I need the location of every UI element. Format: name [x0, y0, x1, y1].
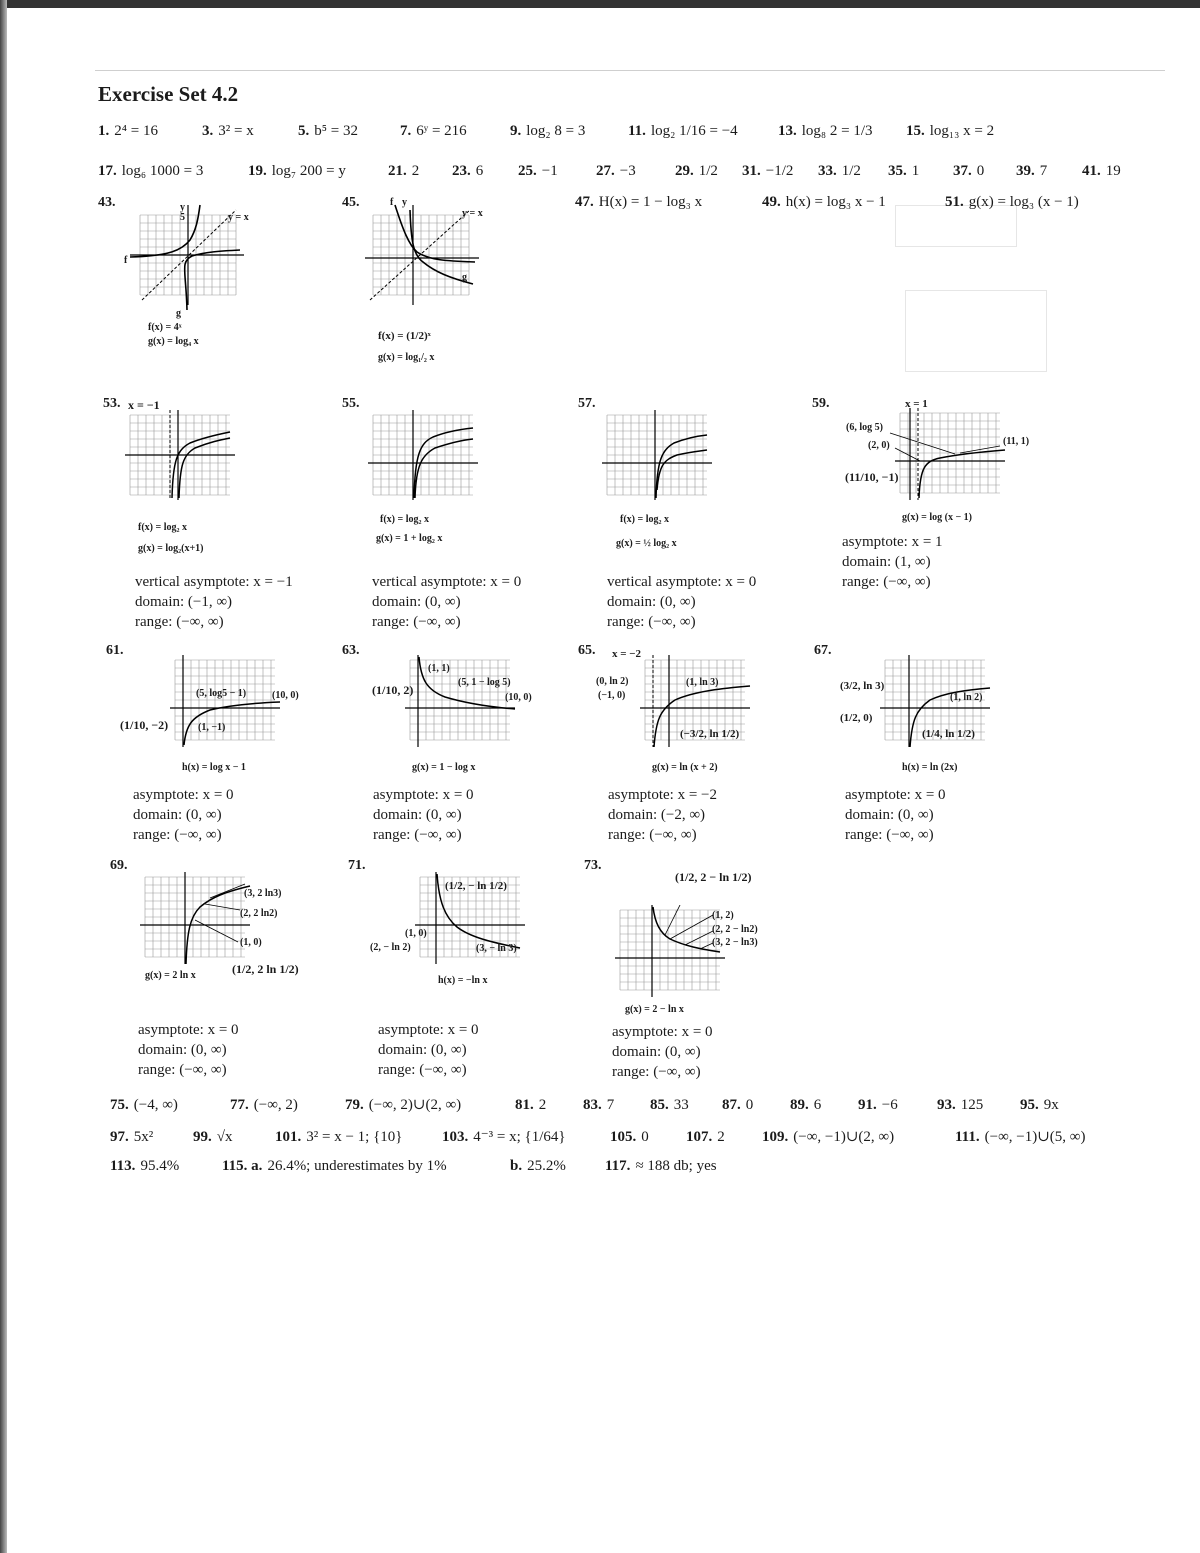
problem-number-69: 69. — [110, 858, 128, 873]
function-f: f(x) = log₂ x — [620, 514, 669, 525]
graph-71-info: asymptote: x = 0 domain: (0, ∞) range: (−∞, ∞) — [378, 1022, 479, 1078]
answer-51: 51. g(x) = log₃ (x − 1) — [945, 194, 1079, 210]
point-label: (10, 0) — [505, 692, 532, 703]
graph-53-info: vertical asymptote: x = −1 domain: (−1, ∞) range: (−∞, ∞) — [135, 574, 293, 630]
graph-67-info: asymptote: x = 0 domain: (0, ∞) range: (−∞, ∞) — [845, 787, 946, 843]
point-label: (1, −1) — [198, 722, 226, 733]
point-label: (−3/2, ln 1/2) — [680, 728, 740, 740]
answer-5: 5. b⁵ = 32 — [298, 123, 358, 139]
graph-61 — [170, 655, 285, 750]
graph-59 — [880, 408, 1020, 504]
answer-105: 105. 0 — [610, 1129, 649, 1145]
point-label: (1/2, 2 ln 1/2) — [232, 962, 299, 976]
problem-number-45: 45. — [342, 195, 360, 210]
point-label: (3, 2 − ln3) — [712, 937, 758, 948]
asymptote-label: x = 1 — [905, 398, 928, 410]
answer-17: 17. log₆ 1000 = 3 — [98, 163, 204, 179]
problem-number-55: 55. — [342, 396, 360, 411]
asymptote-label: x = −2 — [612, 648, 642, 660]
point-label: (3, − ln 3) — [476, 943, 517, 954]
point-label: (1, ln 2) — [950, 692, 983, 703]
answer-95: 95. 9x — [1020, 1097, 1059, 1113]
answer-107: 107. 2 — [686, 1129, 725, 1145]
answer-19: 19. log₇ 200 = y — [248, 163, 346, 179]
problem-number-65: 65. — [578, 643, 596, 658]
point-label: (3, 2 ln3) — [244, 888, 282, 899]
curve-f — [656, 435, 707, 498]
function-g: g(x) = log (x − 1) — [902, 512, 972, 523]
answer-7: 7. 6ʸ = 216 — [400, 123, 467, 139]
graph-53 — [125, 410, 240, 500]
bleed-through-box — [905, 290, 1047, 372]
curve-label-g: g — [176, 308, 181, 319]
answer-79: 79. (−∞, 2)∪(2, ∞) — [345, 1097, 462, 1113]
problem-number-71: 71. — [348, 858, 366, 873]
answer-89: 89. 6 — [790, 1097, 822, 1113]
point-label: (1/10, 2) — [372, 683, 414, 697]
point-label: (2, 0) — [868, 440, 890, 451]
point-label: (−1, 0) — [598, 690, 626, 701]
problem-number-73: 73. — [584, 858, 602, 873]
function-g: g(x) = ½ log₂ x — [616, 538, 677, 549]
function-g: g(x) = 1 + log₂ x — [376, 533, 443, 544]
problem-number-57: 57. — [578, 396, 596, 411]
point-label: (5, 1 − log 5) — [458, 677, 511, 688]
bleed-through-box — [895, 205, 1017, 247]
asymptote-label: x = −1 — [128, 398, 160, 412]
function-g: g(x) = log₂(x+1) — [138, 543, 204, 554]
answer-33: 33. 1/2 — [818, 163, 861, 179]
problem-number-59: 59. — [812, 396, 830, 411]
answer-103: 103. 4⁻³ = x; {1/64} — [442, 1129, 566, 1145]
answer-39: 39. 7 — [1016, 163, 1048, 179]
function-h: h(x) = ln (2x) — [902, 762, 958, 773]
graph-63-info: asymptote: x = 0 domain: (0, ∞) range: (−∞, ∞) — [373, 787, 474, 843]
function-f: f(x) = (1/2)ˣ — [378, 330, 431, 342]
point-label: (1/2, 0) — [840, 712, 873, 724]
answer-81: 81. 2 — [515, 1097, 547, 1113]
page-title: Exercise Set 4.2 — [98, 82, 239, 106]
answer-15: 15. log₁₃ x = 2 — [906, 123, 995, 139]
scan-left-edge — [0, 0, 7, 1553]
graph-55 — [368, 410, 483, 500]
answer-31: 31. −1/2 — [742, 163, 794, 179]
answer-93: 93. 125 — [937, 1097, 984, 1113]
answer-11: 11. log₂ 1/16 = −4 — [628, 123, 738, 139]
answer-87: 87. 0 — [722, 1097, 754, 1113]
curve-g — [657, 450, 707, 490]
curve-label-f: f — [124, 255, 128, 266]
function-g: g(x) = log₁/₂ x — [378, 352, 435, 363]
graph-73-info: asymptote: x = 0 domain: (0, ∞) range: (−∞, ∞) — [612, 1024, 713, 1080]
answer-115b: b. 25.2% — [510, 1158, 566, 1174]
curve-g — [172, 432, 230, 498]
point-label: (1, 2) — [712, 910, 734, 921]
point-label: (3/2, ln 3) — [840, 680, 885, 692]
point-label: (2, 2 ln2) — [240, 908, 278, 919]
scan-top-edge — [0, 0, 1200, 8]
function-h: h(x) = log x − 1 — [182, 762, 246, 773]
point-label: (1, 0) — [240, 937, 262, 948]
answer-117: 117. ≈ 188 db; yes — [605, 1158, 717, 1174]
graph-69 — [140, 872, 255, 967]
curve-g — [185, 250, 240, 310]
function-f: f(x) = log₂ x — [380, 514, 429, 525]
function-f: f(x) = log₂ x — [138, 522, 187, 533]
answer-47: 47. H(x) = 1 − log₃ x — [575, 194, 703, 210]
point-label: (1/2, 2 − ln 1/2) — [675, 870, 752, 884]
problem-number-61: 61. — [106, 643, 124, 658]
answer-83: 83. 7 — [583, 1097, 615, 1113]
function-g: g(x) = 2 ln x — [145, 970, 196, 981]
answer-21: 21. 2 — [388, 163, 420, 179]
graph-69-info: asymptote: x = 0 domain: (0, ∞) range: (−∞, ∞) — [138, 1022, 239, 1078]
answer-77: 77. (−∞, 2) — [230, 1097, 298, 1113]
answer-115a: 115. a. 26.4%; underestimates by 1% — [222, 1158, 447, 1174]
answer-113: 113. 95.4% — [110, 1158, 180, 1174]
graph-65-info: asymptote: x = −2 domain: (−2, ∞) range: (−∞, ∞) — [608, 787, 717, 843]
problem-number-67: 67. — [814, 643, 832, 658]
point-label: (5, log5 − 1) — [196, 688, 247, 699]
graph-59-info: asymptote: x = 1 domain: (1, ∞) range: (−∞, ∞) — [842, 534, 943, 590]
point-label: (1/4, ln 1/2) — [922, 728, 975, 740]
answer-75: 75. (−4, ∞) — [110, 1097, 178, 1113]
point-label: (1, 1) — [428, 663, 450, 674]
answer-41: 41. 19 — [1082, 163, 1121, 179]
answer-27: 27. −3 — [596, 163, 636, 179]
answer-49: 49. h(x) = log₃ x − 1 — [762, 194, 886, 210]
answer-101: 101. 3² = x − 1; {10} — [275, 1129, 403, 1145]
answer-111: 111. (−∞, −1)∪(5, ∞) — [955, 1129, 1086, 1145]
answer-1: 1. 2⁴ = 16 — [98, 123, 158, 139]
point-label: (1, 0) — [405, 928, 427, 939]
function-g: g(x) = 2 − ln x — [625, 1004, 684, 1015]
answer-109: 109. (−∞, −1)∪(2, ∞) — [762, 1129, 895, 1145]
graph-61-info: asymptote: x = 0 domain: (0, ∞) range: (−∞, ∞) — [133, 787, 234, 843]
answer-25: 25. −1 — [518, 163, 558, 179]
point-label: (2, − ln 2) — [370, 942, 411, 953]
curve-f — [415, 439, 473, 498]
point-label: (2, 2 − ln2) — [712, 924, 758, 935]
header-rule — [95, 70, 1165, 71]
answer-23: 23. 6 — [452, 163, 484, 179]
point-label: (1/2, − ln 1/2) — [445, 880, 507, 892]
tick-label: 5 — [180, 212, 185, 223]
answer-3: 3. 3² = x — [202, 123, 254, 139]
answer-97: 97. 5x² — [110, 1129, 154, 1145]
line-label: y = x — [462, 208, 483, 219]
graph-63 — [405, 655, 520, 750]
line-label: y = x — [228, 212, 249, 223]
y-axis-label: y — [180, 202, 185, 213]
answer-35: 35. 1 — [888, 163, 920, 179]
point-label: (10, 0) — [272, 690, 299, 701]
graph-57-info: vertical asymptote: x = 0 domain: (0, ∞) range: (−∞, ∞) — [607, 574, 757, 630]
answer-37: 37. 0 — [953, 163, 985, 179]
point-label: (0, ln 2) — [596, 676, 629, 687]
answer-99: 99. √x — [193, 1129, 233, 1145]
curve-label-f: f — [390, 197, 394, 208]
answer-13: 13. log₈ 2 = 1/3 — [778, 123, 873, 139]
graph-57 — [602, 410, 717, 500]
problem-number-43: 43. — [98, 195, 116, 210]
graph-55-info: vertical asymptote: x = 0 domain: (0, ∞) range: (−∞, ∞) — [372, 574, 522, 630]
point-label: (6, log 5) — [846, 422, 883, 433]
point-label: (11, 1) — [1003, 436, 1030, 447]
function-g: g(x) = 1 − log x — [412, 762, 476, 773]
point-label: (1/10, −2) — [120, 718, 169, 732]
problem-number-63: 63. — [342, 643, 360, 658]
function-g: g(x) = log₄ x — [148, 336, 199, 347]
point-label: (1, ln 3) — [686, 677, 719, 688]
answer-29: 29. 1/2 — [675, 163, 718, 179]
curve-label-g: g — [462, 272, 467, 283]
answer-91: 91. −6 — [858, 1097, 898, 1113]
function-h: h(x) = −ln x — [438, 975, 488, 986]
function-g: g(x) = ln (x + 2) — [652, 762, 718, 773]
point-label: (11/10, −1) — [845, 470, 899, 484]
answer-9: 9. log₂ 8 = 3 — [510, 123, 586, 139]
answer-85: 85. 33 — [650, 1097, 689, 1113]
y-axis-label: y — [402, 197, 407, 208]
problem-number-53: 53. — [103, 396, 121, 411]
function-f: f(x) = 4ˣ — [148, 322, 182, 333]
